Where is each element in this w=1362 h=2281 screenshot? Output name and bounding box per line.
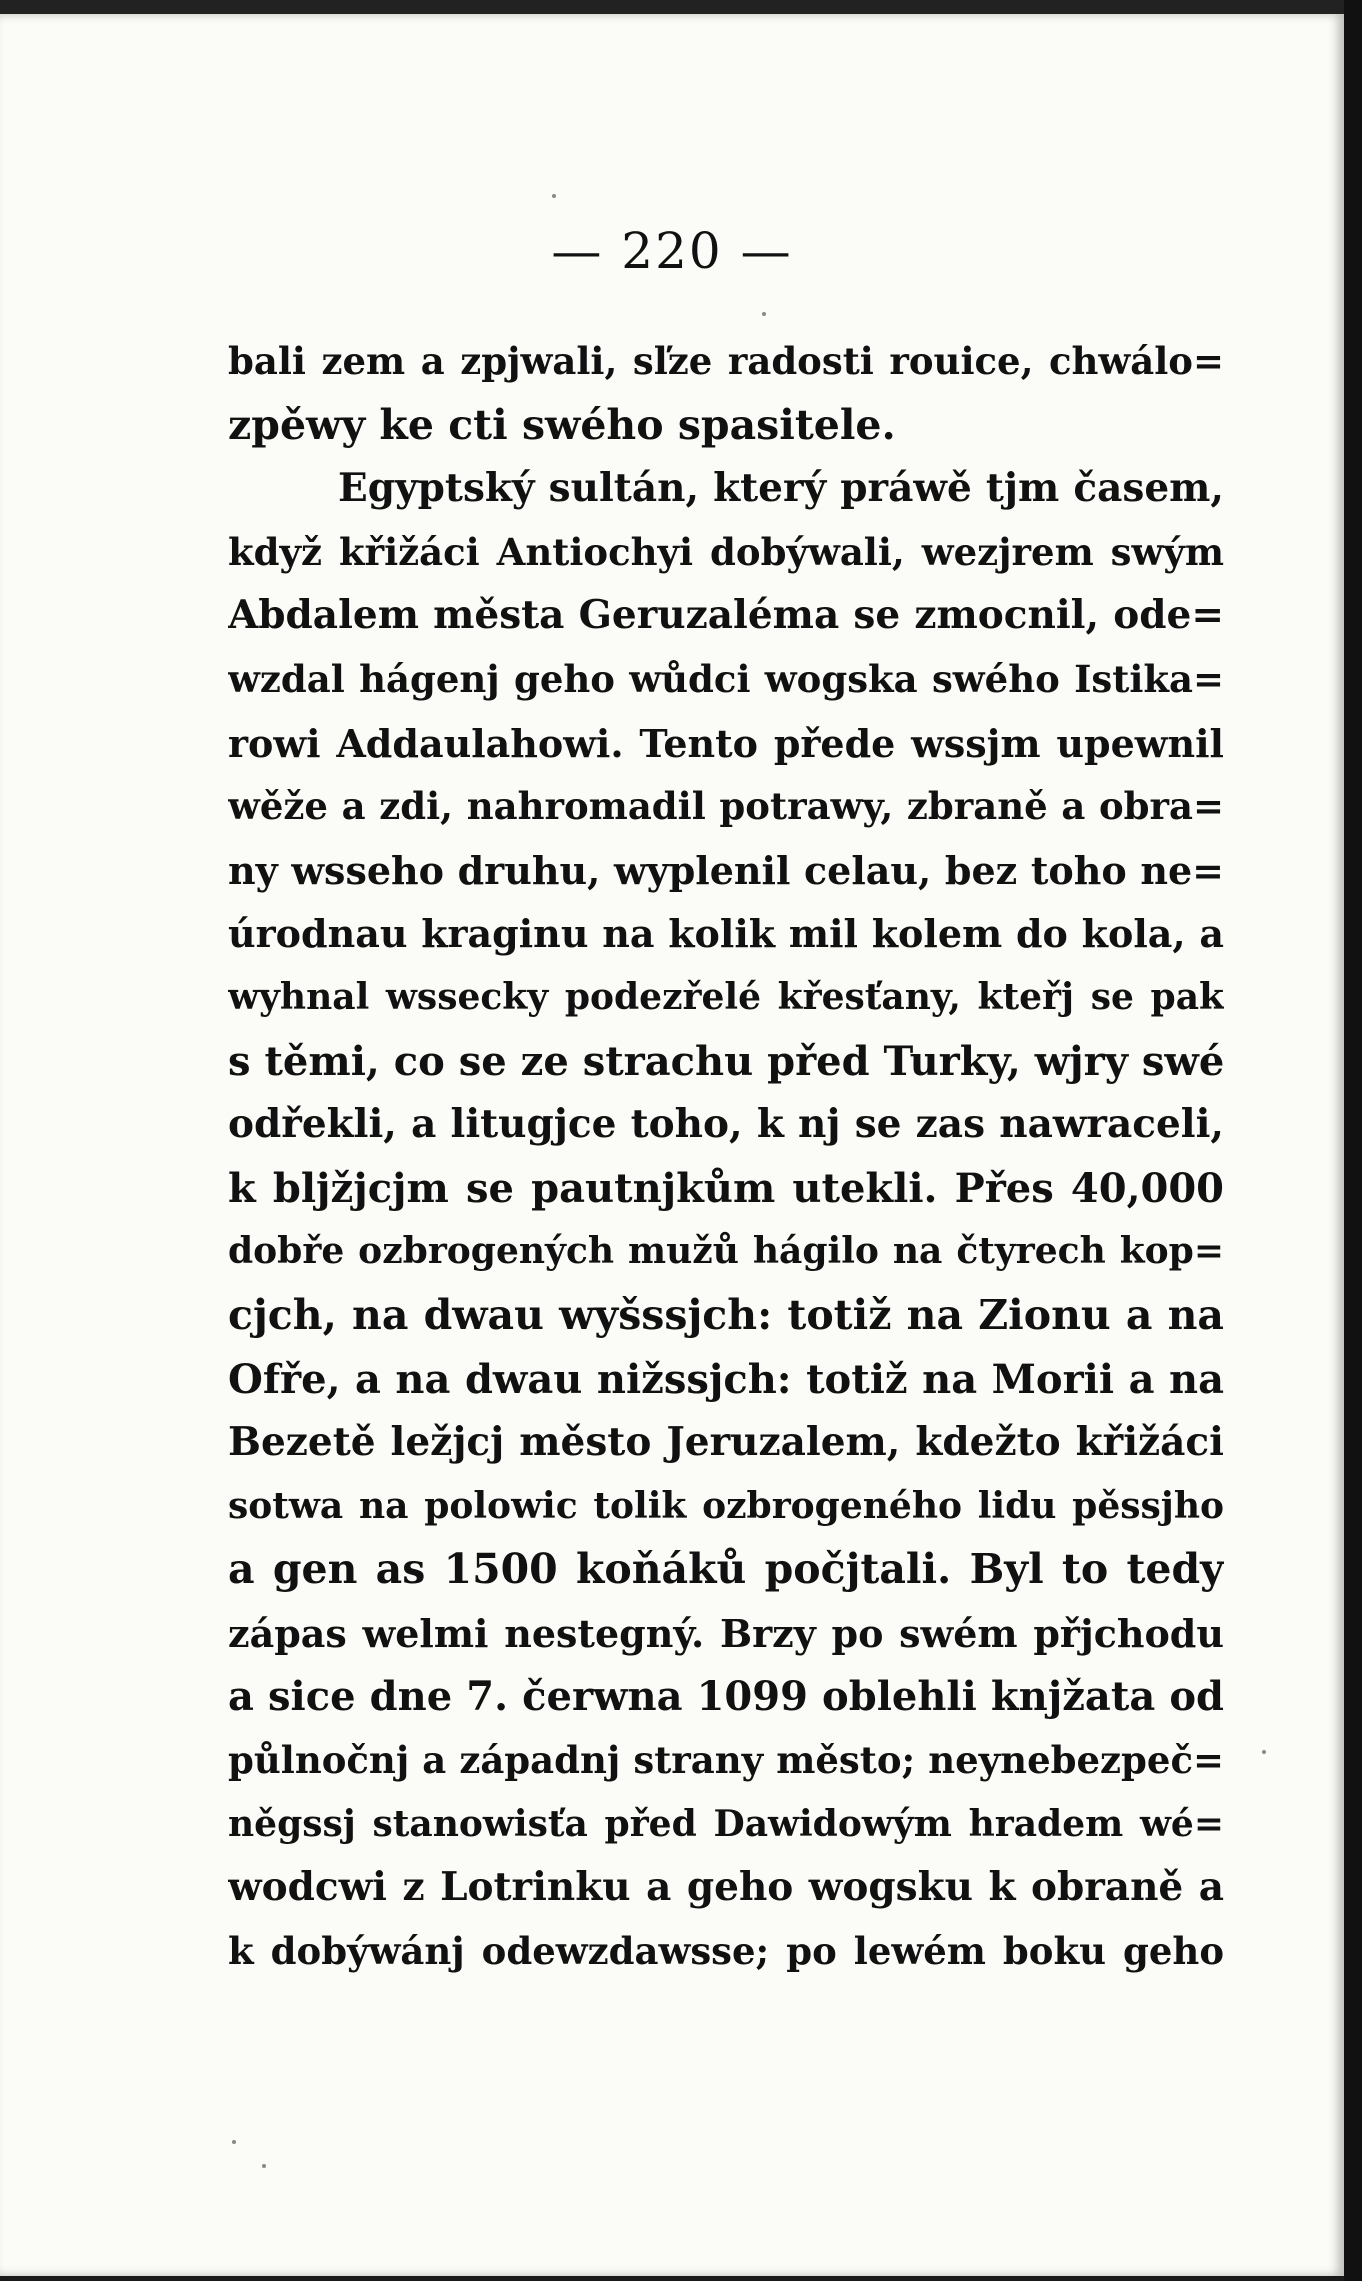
text-line: k dobýwánj odewzdawsse; po lewém boku geho bbox=[228, 1928, 1224, 1973]
scan-top-edge bbox=[0, 0, 1362, 14]
text-line: Abdalem města Geruzaléma se zmocnil, ode= bbox=[228, 592, 1224, 639]
book-page bbox=[0, 14, 1344, 2276]
text-line: dobře ozbrogených mužů hágilo na čtyrech kop= bbox=[228, 1230, 1224, 1273]
text-line: něgssj stanowisťa před Dawidowým hradem wé= bbox=[228, 1802, 1224, 1845]
text-line: úrodnau kraginu na kolik mil kolem do kola, a bbox=[228, 911, 1224, 957]
text-line: a gen as 1500 koňáků počjtali. Byl to tedy bbox=[228, 1545, 1224, 1594]
body-text bbox=[228, 330, 1224, 1983]
text-line: půlnočnj a západnj strany město; neynebezpeč= bbox=[228, 1738, 1224, 1783]
text-line: s těmi, co se ze strachu před Turky, wjry swé bbox=[228, 1037, 1224, 1085]
text-line: odřekli, a litugjce toho, k nj se zas nawraceli, bbox=[228, 1101, 1224, 1148]
text-line: Egyptský sultán, který práwě tjm časem, bbox=[338, 465, 1224, 512]
text-line: zápas welmi nestegný. Brzy po swém přjchodu bbox=[228, 1610, 1224, 1656]
scan-right-edge bbox=[1344, 0, 1362, 2281]
text-line: bali zem a zpjwali, sľze radosti rouice, chwálo= bbox=[228, 339, 1224, 383]
text-line: Ofře, a na dwau nižssjch: totiž na Morii a na bbox=[228, 1355, 1224, 1403]
text-line: wyhnal wssecky podezřelé křesťany, kteřj se pak bbox=[228, 975, 1224, 1018]
text-line: zpěwy ke cti swého spasitele. bbox=[228, 400, 896, 449]
scan-speck bbox=[232, 2140, 236, 2144]
scan-speck bbox=[762, 312, 766, 316]
text-line: rowi Addaulahowi. Tento přede wssjm upewnil bbox=[228, 720, 1224, 766]
text-line: cjch, na dwau wyšssjch: totiž na Zionu a na bbox=[228, 1290, 1224, 1339]
text-line: Bezetě ležjcj město Jeruzalem, kdežto křižáci bbox=[228, 1419, 1224, 1466]
text-line: wěže a zdi, nahromadil potrawy, zbraně a obra= bbox=[228, 784, 1224, 829]
text-line: wodcwi z Lotrinku a geho wogsku k obraně a bbox=[228, 1864, 1224, 1911]
text-line: ny wsseho druhu, wyplenil celau, bez toho ne= bbox=[228, 847, 1224, 893]
text-line: sotwa na polowic tolik ozbrogeného lidu pěssjho bbox=[228, 1484, 1224, 1527]
scan-speck bbox=[552, 194, 556, 198]
text-line: a sice dne 7. čerwna 1099 oblehli knjžata od bbox=[228, 1673, 1224, 1721]
page-number: — 220 — bbox=[551, 222, 793, 280]
text-line: když křižáci Antiochyi dobýwali, wezjrem swým bbox=[228, 529, 1224, 574]
text-line: wzdal hágenj geho wůdci wogska swého Istika= bbox=[228, 656, 1224, 701]
scan-speck bbox=[1262, 1750, 1266, 1754]
scan-speck bbox=[262, 2164, 266, 2168]
text-line: k bljžjcjm se pautnjkům utekli. Přes 40,000 bbox=[228, 1164, 1224, 1212]
